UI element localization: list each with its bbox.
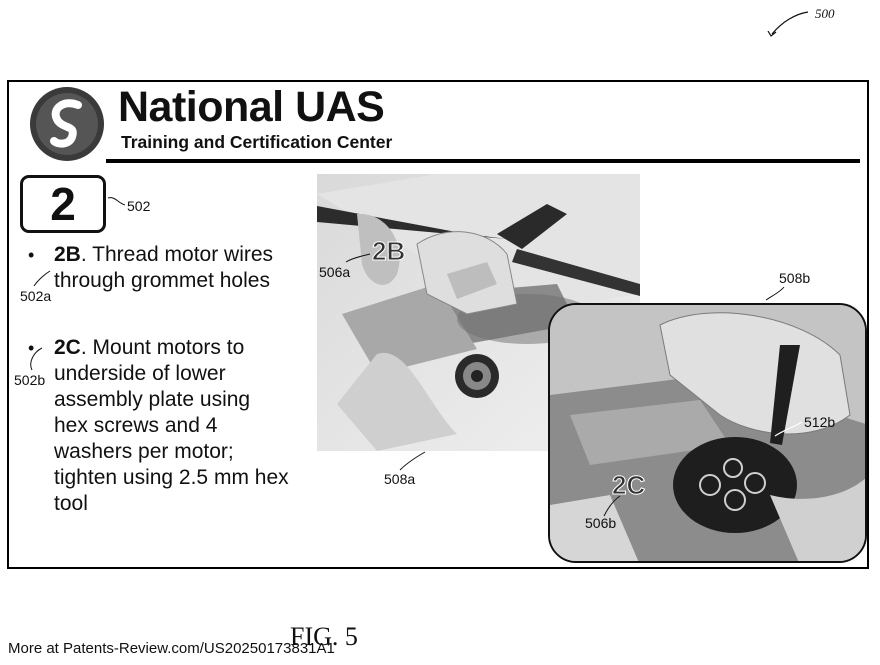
step-ref-label: 502 [127,198,151,214]
figure-caption: FIG. 5 [290,622,358,651]
bullet-2b-key: 2B [54,243,81,266]
bullet-2c [28,335,328,519]
logo-emblem-icon [28,85,106,163]
header-divider [106,159,860,163]
bullet-2c-line: tool [54,492,88,515]
bullet-dot-icon: • [28,338,35,358]
bullet-2b [28,242,328,296]
step-number-box: 2 [20,175,106,233]
photo-tag-2b-ref: 506a [319,264,351,280]
bullet-2b-text: . Thread motor wires [80,243,274,266]
photo-tag-2c-ref: 506b [585,515,617,531]
logo-subtitle: Training and Certification Center [121,132,393,152]
tool-ref-512b: 512b [804,414,836,430]
bullet-2b-line2: through grommet holes [54,269,270,292]
bullet-2c-line: underside of lower [54,362,226,385]
photo-tag-2c: 2C [612,470,646,500]
bullet-dot-icon: • [28,245,35,265]
bullet-2c-line: assembly plate using [54,388,251,411]
logo-title: National UAS [118,83,385,131]
bullet-2c-line: washers per motor; [54,440,234,463]
figure-ref-number: 500 [815,6,835,21]
bullet-2c-line: tighten using 2.5 mm hex [54,466,289,489]
bullet-2b-ref: 502a [20,288,52,304]
photo-tag-2b: 2B [372,236,406,266]
bullet-2c-key: 2C [54,336,81,359]
source-footer: More at Patents-Review.com/US20250173831A1 [8,640,335,657]
bullet-2c-ref: 502b [14,372,46,388]
inset-ref-508b: 508b [779,270,811,286]
bullet-2c-line: hex screws and 4 [54,414,218,437]
bullet-2c-text: . Mount motors to [80,336,245,359]
photo-ref-508a: 508a [384,471,416,487]
